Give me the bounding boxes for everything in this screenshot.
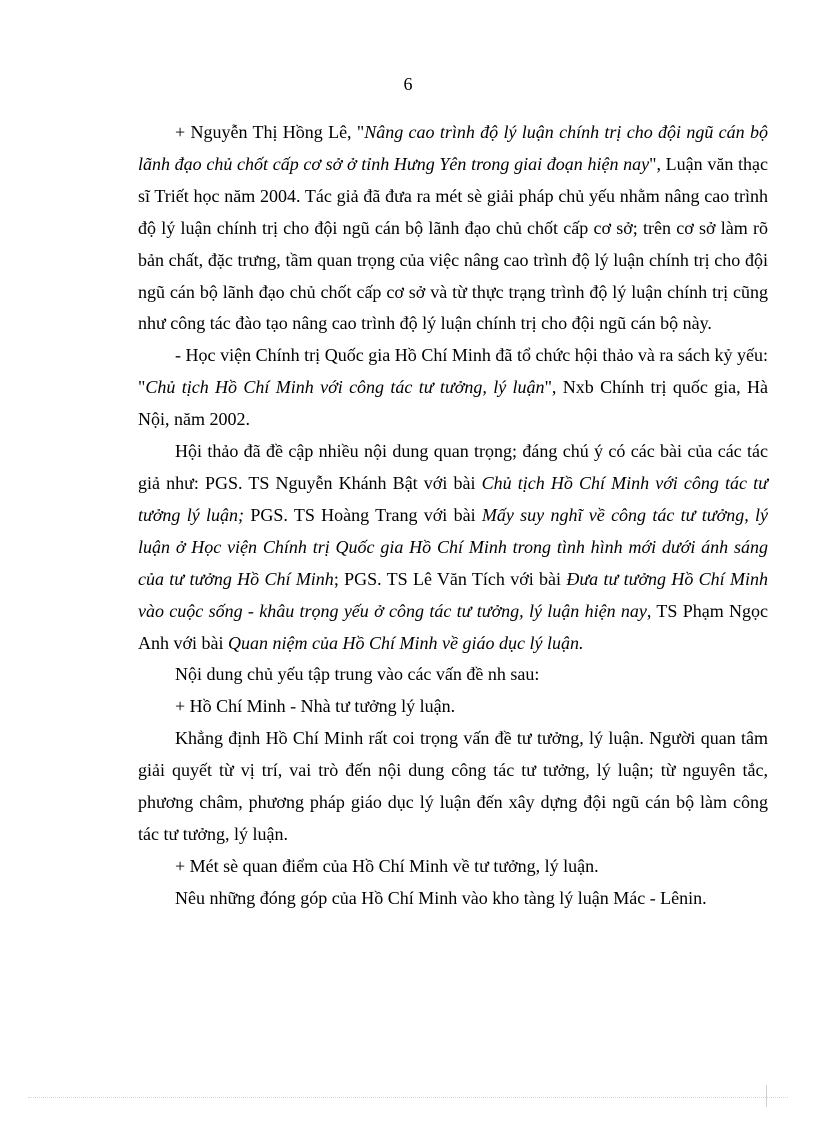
paragraph-point-theorist-detail	[138, 723, 768, 851]
italic-title: Quan niệm của Hồ Chí Minh về giáo dục lý luận.	[228, 632, 584, 653]
text-run: , TS Phạm Ngọc Anh với bài	[138, 600, 768, 653]
page-number: 6	[403, 74, 413, 94]
italic-title: Mấy suy nghĩ về công tác tư tưởng, lý luận ở Học viện Chính trị Quốc gia Hồ Chí Minh trong tình hình mới dưới ánh sáng của tư tưởng Hồ Chí Minh	[138, 504, 768, 589]
document-body	[138, 117, 768, 915]
italic-title: Chủ tịch Hồ Chí Minh với công tác tư tưởng lý luận;	[138, 472, 768, 525]
text-run: + Hồ Chí Minh - Nhà tư tưởng lý luận.	[175, 696, 456, 717]
text-run: Khẳng định Hồ Chí Minh rất coi trọng vấn đề tư tưởng, lý luận. Người quan tâm giải quyết từ vị trí, vai trò đến nội dung công tác tư tưởng, lý luận; từ nguyên tắc, phương châm, phương pháp giáo dục lý luận đến xây dựng đội ngũ cán bộ làm công tác tư tưởng, lý luận.	[138, 728, 768, 844]
paragraph-point-views	[138, 851, 768, 883]
paragraph-conference-authors	[138, 436, 768, 659]
paragraph-point-views-detail	[138, 883, 768, 915]
italic-title: Đưa tư tưởng Hồ Chí Minh vào cuộc sống - khâu trọng yếu ở công tác tư tưởng, lý luận hiện nay	[138, 568, 768, 621]
italic-title: Chủ tịch Hồ Chí Minh với công tác tư tưởng, lý luận	[145, 377, 545, 398]
text-run: - Học viện Chính trị Quốc gia Hồ Chí Minh đã tổ chức hội thảo và ra sách kỷ yếu: "	[138, 345, 768, 398]
text-run: + Nguyễn Thị Hồng Lê, "	[175, 122, 365, 142]
text-run: + Mét sè quan điểm của Hồ Chí Minh về tư tưởng, lý luận.	[175, 855, 599, 876]
text-run: ; PGS. TS Lê Văn Tích với bài	[333, 568, 567, 589]
text-run: PGS. TS Hoàng Trang với bài	[244, 504, 482, 525]
paragraph-main-content-intro	[138, 659, 768, 691]
text-run: Nêu những đóng góp của Hồ Chí Minh vào kho tàng lý luận Mác - Lênin.	[175, 887, 707, 908]
text-run: ", Luận văn thạc sĩ Triết học năm 2004. Tác giả đã đưa ra mét sè giải pháp chủ yếu nhằm nâng cao trình độ lý luận chính trị cho đội ngũ cán bộ lãnh đạo chủ chốt cấp cơ sở; trên cơ sở làm rõ bản chất, đặc trưng, tầm quan trọng của việc nâng cao trình độ lý luận chính trị cho đội ngũ cán bộ lãnh đạo chủ chốt cấp cơ sở và từ thực trạng trình độ lý luận chính trị cũng như công tác đào tạo nâng cao trình độ lý luận chính trị cho đội ngũ cán bộ này.	[138, 153, 769, 334]
paragraph-conference-proceedings	[138, 340, 768, 436]
italic-title: Nâng cao trình độ lý luận chính trị cho đội ngũ cán bộ lãnh đạo chủ chốt cấp cơ sở ở tỉnh Hưng Yên trong giai đoạn hiện nay	[138, 122, 768, 174]
paragraph-thesis-review	[138, 117, 768, 340]
page-corner-mark	[766, 1085, 767, 1107]
text-run: ", Nxb Chính trị quốc gia, Hà Nội, năm 2002.	[138, 377, 768, 430]
footer-divider	[28, 1097, 788, 1098]
text-run: Hội thảo đã đề cập nhiều nội dung quan trọng; đáng chú ý có các bài của các tác giả như: PGS. TS Nguyễn Khánh Bật với bài	[138, 441, 768, 493]
paragraph-point-theorist	[138, 691, 768, 723]
text-run: Nội dung chủ yếu tập trung vào các vấn đề nh sau:	[175, 664, 540, 685]
